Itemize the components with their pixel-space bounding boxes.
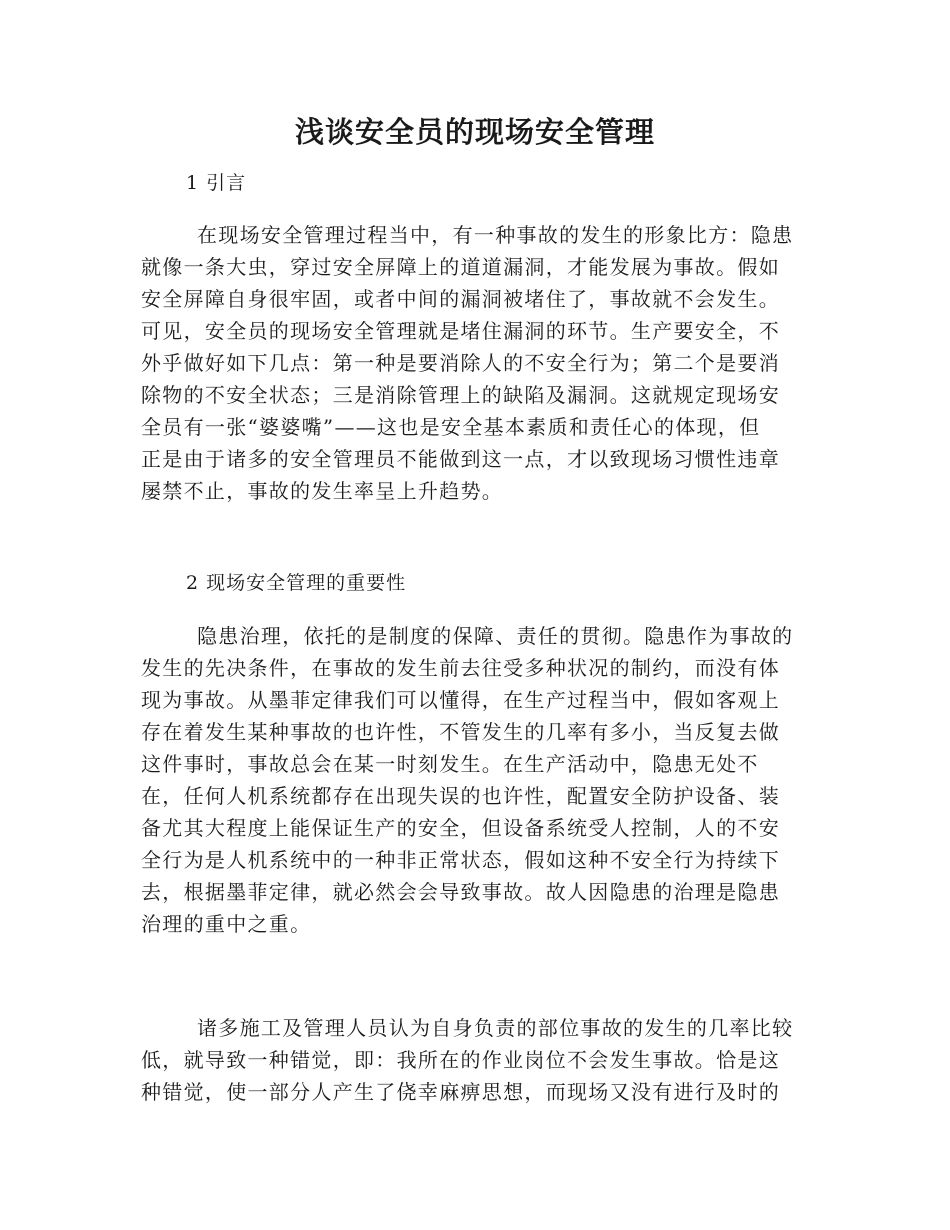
paragraph-line: 屡禁不止，事故的发生率呈上升趋势。 bbox=[141, 479, 504, 503]
paragraph-line: 就像一条大虫，穿过安全屏障上的道道漏洞，才能发展为事故。假如 bbox=[141, 255, 780, 279]
paragraph-line: 这件事时，事故总会在某一时刻发生。在生产活动中，隐患无处不 bbox=[141, 752, 759, 776]
section-heading-introduction: 1 引言 bbox=[186, 172, 247, 194]
document-title: 浅谈安全员的现场安全管理 bbox=[294, 115, 655, 149]
paragraph-line: 安全屏障自身很牢固，或者中间的漏洞被堵住了，事故就不会发生。 bbox=[141, 287, 780, 311]
paragraph-line: 治理的重中之重。 bbox=[141, 912, 312, 936]
paragraph-line: 除物的不安全状态；三是消除管理上的缺陷及漏洞。这就规定现场安 bbox=[141, 383, 780, 407]
paragraph-line: 备尤其大程度上能保证生产的安全，但设备系统受人控制，人的不安 bbox=[141, 816, 780, 840]
paragraph-line: 在，任何人机系统都存在出现失误的也许性，配置安全防护设备、装 bbox=[141, 784, 780, 808]
paragraph-line: 在现场安全管理过程当中，有一种事故的发生的形象比方：隐患 bbox=[197, 223, 794, 247]
section-heading-importance: 2 现场安全管理的重要性 bbox=[186, 572, 407, 594]
paragraph-line: 全员有一张“婆婆嘴”——这也是安全基本素质和责任心的体现，但 bbox=[141, 415, 761, 439]
paragraph-line: 现为事故。从墨菲定律我们可以懂得，在生产过程当中，假如客观上 bbox=[141, 688, 780, 712]
paragraph-line: 全行为是人机系统中的一种非正常状态，假如这种不安全行为持续下 bbox=[141, 848, 780, 872]
paragraph-line: 正是由于诸多的安全管理员不能做到这一点，才以致现场习惯性违章 bbox=[141, 447, 780, 471]
paragraph-line: 可见，安全员的现场安全管理就是堵住漏洞的环节。生产要安全，不 bbox=[141, 319, 780, 343]
paragraph-line: 低，就导致一种错觉，即：我所在的作业岗位不会发生事故。恰是这 bbox=[141, 1048, 780, 1072]
paragraph-line: 隐患治理，依托的是制度的保障、责任的贯彻。隐患作为事故的 bbox=[197, 624, 794, 648]
paragraph-line: 存在着发生某种事故的也许性，不管发生的几率有多小，当反复去做 bbox=[141, 720, 780, 744]
paragraph-line: 种错觉，使一部分人产生了侥幸麻痹思想，而现场又没有进行及时的 bbox=[141, 1080, 780, 1104]
paragraph-line: 发生的先决条件，在事故的发生前去往受多种状况的制约，而没有体 bbox=[141, 656, 780, 680]
paragraph-line: 外乎做好如下几点：第一种是要消除人的不安全行为；第二个是要消 bbox=[141, 351, 780, 375]
paragraph-line: 去，根据墨菲定律，就必然会会导致事故。故人因隐患的治理是隐患 bbox=[141, 880, 780, 904]
paragraph-line: 诸多施工及管理人员认为自身负责的部位事故的发生的几率比较 bbox=[197, 1016, 794, 1040]
